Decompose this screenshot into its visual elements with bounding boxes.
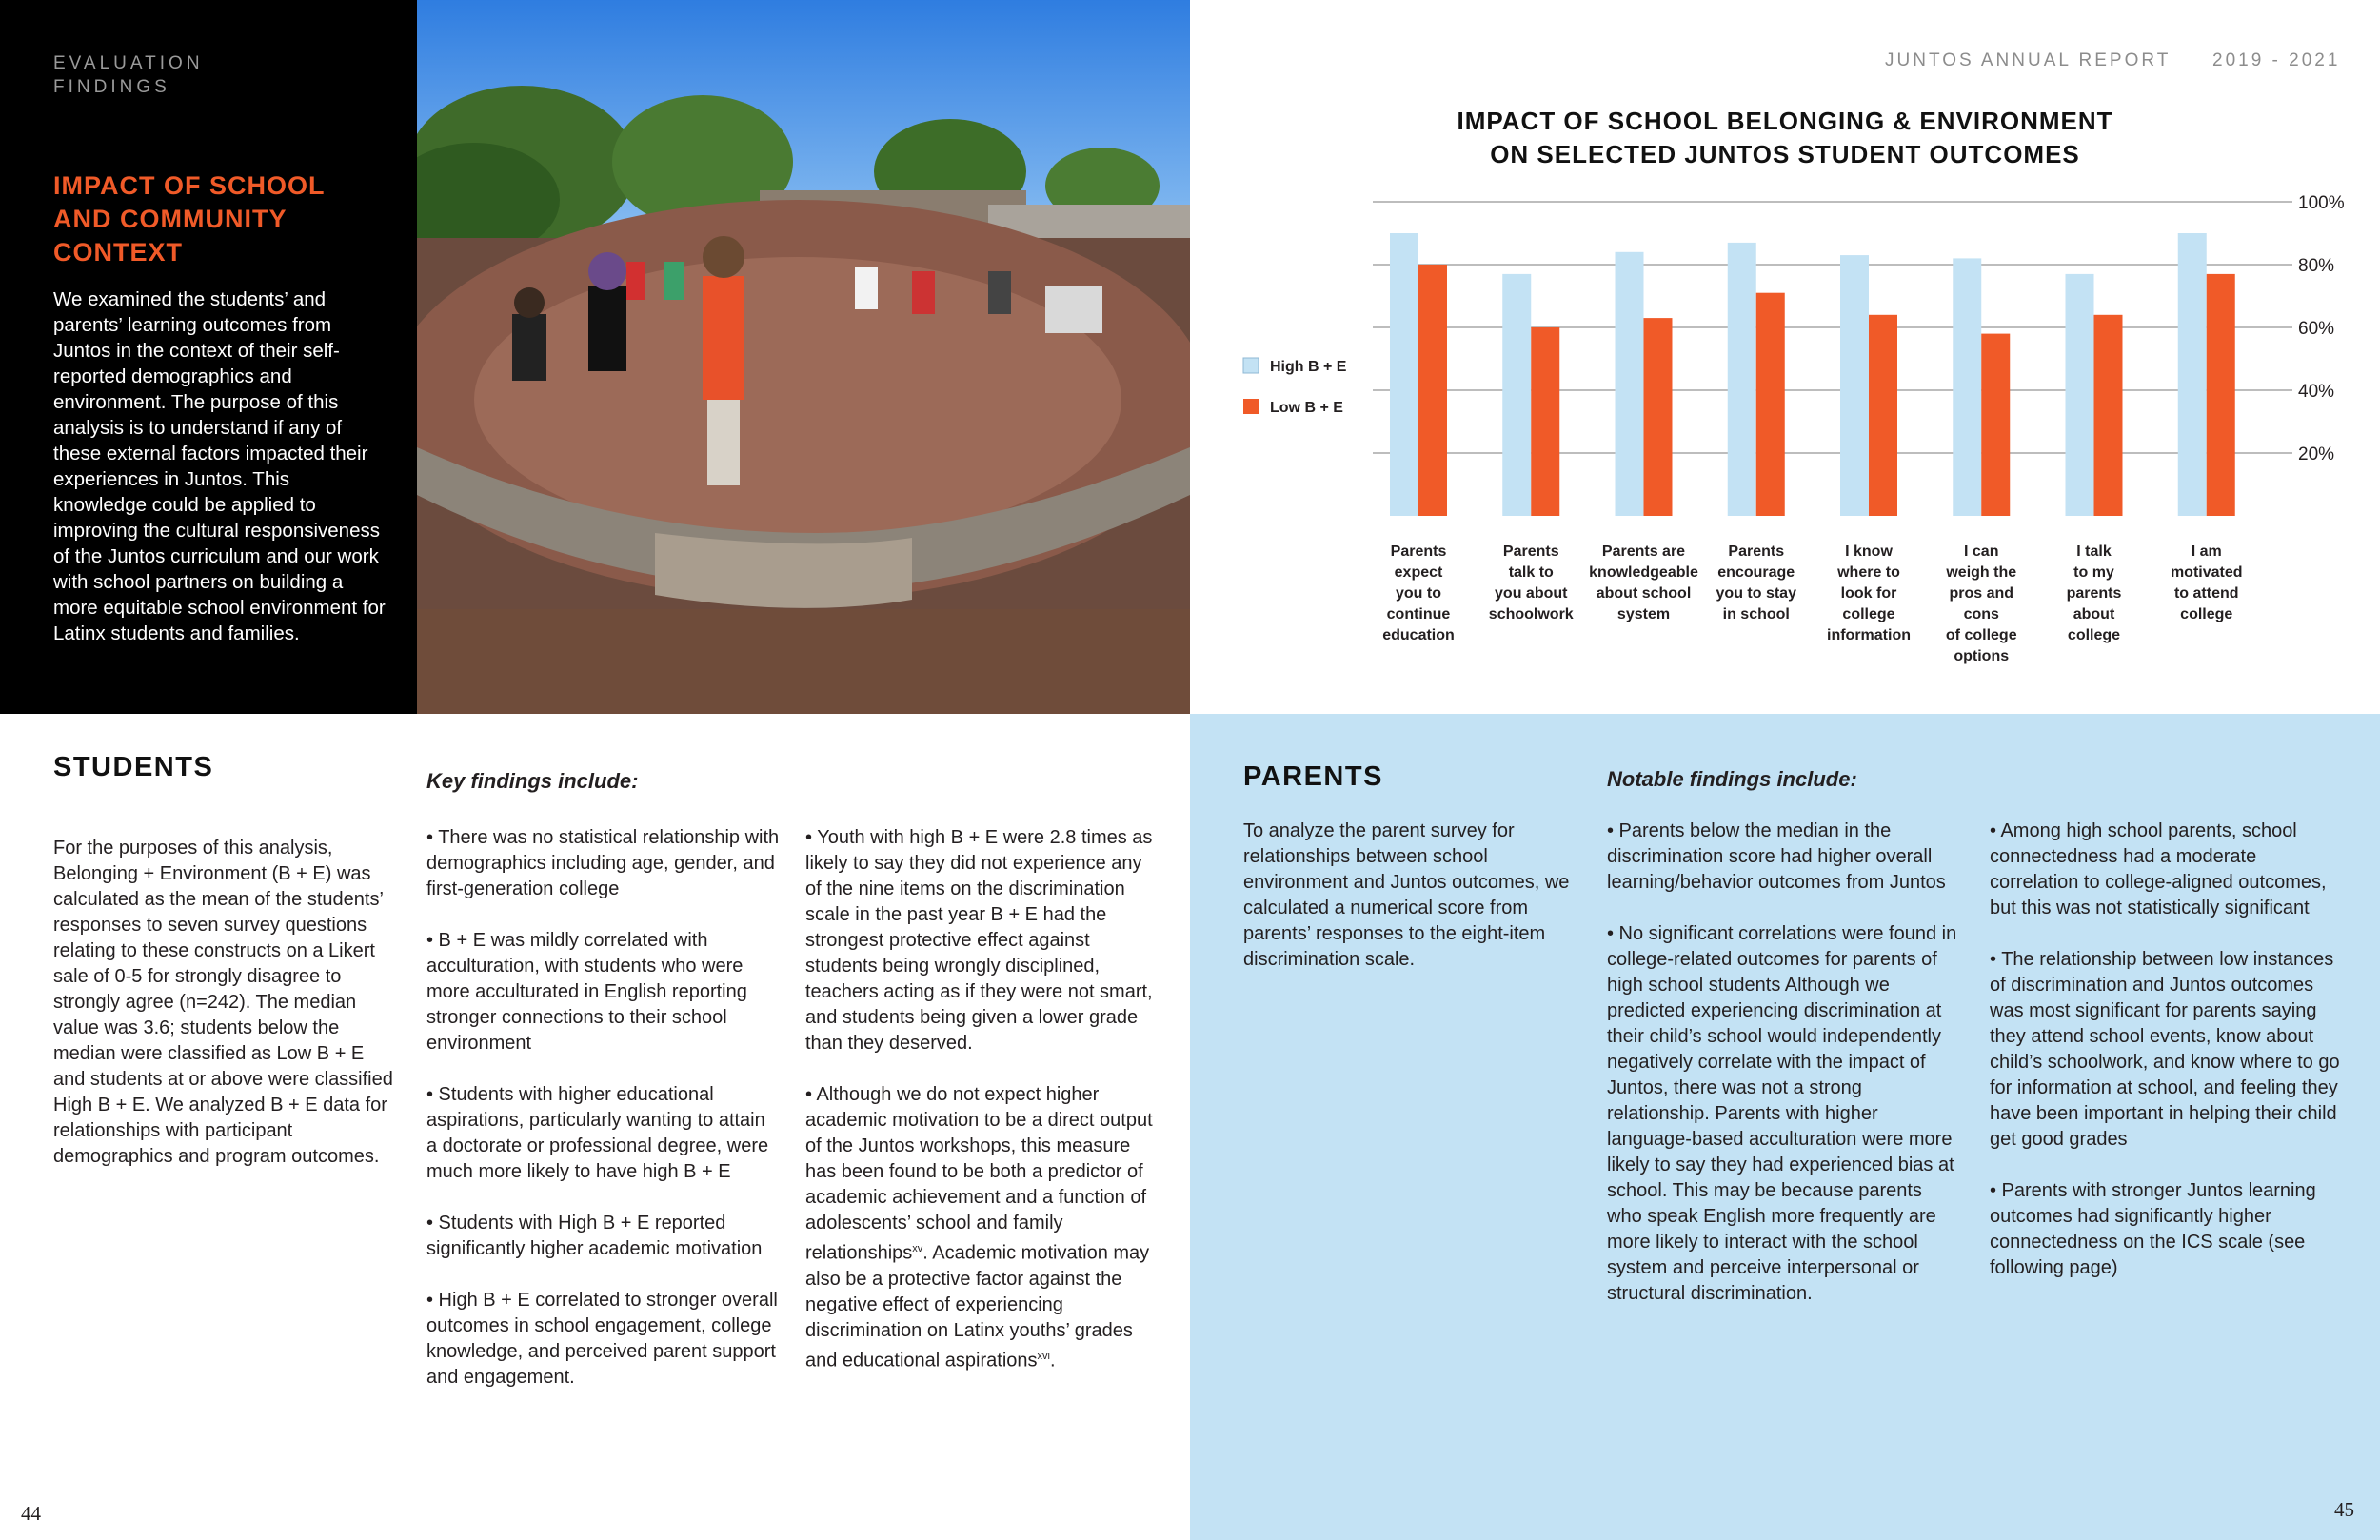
category-label-line: knowledgeable [1589,564,1698,581]
y-tick-label: 20% [2298,444,2335,464]
bar-high-be [1728,243,1756,516]
parents-findings-col1 [1607,819,1959,1333]
finding-text: • Although we do not expect higher academic motivation to be a direct output of the Juntos workshops, this measure has been found to be both a predictor of academic achievement and a function of adolescents’ school and family relationships [805,1084,1153,1264]
students-findings-col1 [426,825,781,1416]
page-number-left: 44 [21,1502,41,1525]
category-label [1827,543,1911,643]
category-label-line: talk to [1508,564,1554,581]
category-label-line: information [1827,627,1911,643]
photo-illustration [417,0,1190,714]
students-intro: For the purposes of this analysis, Belonging + Environment (B + E) was calculated as the mean of the students’ responses to seven survey questions relating to these constructs on a Likert sale of 0-5 for strongly disagree to strongly agree (n=242). The median value was 3.6; students below the median were classified as Low B + E and students at or above were classified High B + E. We analyzed B + E data for relationships with participant demographics and program outcomes. [53,838,393,1167]
parents-finding: • Parents below the median in the discrimination score had higher overall learning/behavior outcomes from Juntos [1607,820,1946,893]
panel-intro-text: We examined the students’ and parents’ learning outcomes from Juntos in the context of their self-reported demographics and environment. The purpose of this analysis is to understand if any of these external factors impacted their experiences in Juntos. This knowledge could be applied to improving the cultural responsiveness of the Juntos curriculum and our work with school partners on building a more equitable school environment for Latinx students and families. [53,288,386,644]
bar-low-be [1981,334,2010,516]
students-findings-col2 [805,825,1160,1399]
students-finding: • High B + E correlated to stronger overall outcomes in school engagement, college knowledge, and perceived parent support and engagement. [426,1290,778,1388]
category-label-line: of college [1945,627,2017,643]
panel-title: IMPACT OF SCHOOL AND COMMUNITY CONTEXT [53,171,325,267]
students-finding: • There was no statistical relationship with demographics including age, gender, and first-generation college [426,827,780,899]
parents-intro: To analyze the parent survey for relationships between school environment and Juntos outcomes, we calculated a numerical score from parents’ responses to the eight-item discrimination scale. [1243,820,1570,970]
category-label-line: look for [1840,585,1897,602]
y-tick-label: 80% [2298,256,2335,276]
parents-findings-col2 [1990,819,2344,1307]
legend-label: Low B + E [1270,400,1343,416]
footnote-ref: xv [912,1243,923,1254]
category-label-line: encourage [1717,564,1795,581]
report-years: 2019 - 2021 [2212,50,2341,70]
students-finding: • Students with higher educational aspirations, particularly wanting to attain a doctorate or professional degree, were much more likely to have high B + E [426,1084,769,1182]
bar-low-be [1869,315,1897,516]
category-label-line: expect [1394,564,1443,581]
category-label-line: in school [1722,606,1790,622]
category-label-line: options [1954,648,2010,664]
category-label-line: Parents [1728,543,1785,560]
students-finding: • Students with High B + E reported significantly higher academic motivation [426,1213,763,1259]
category-label-line: Parents [1390,543,1447,560]
students-finding: • Youth with high B + E were 2.8 times as likely to say they did not experience any of the nine items on the discrimination scale in the past year B + E had the strongest protective effect against students being wrongly disciplined, teachers acting as if they were not smart, and students being given a lower grade than they deserved. [805,827,1153,1054]
report-title: JUNTOS ANNUAL REPORT [1885,50,2172,70]
bar-low-be [2207,274,2235,516]
category-label-line: to my [2073,564,2114,581]
category-label-line: to attend [2173,585,2239,602]
bar-high-be [1616,252,1644,516]
category-label [1716,543,1797,622]
bar-low-be [1644,318,1673,516]
category-label-line: Parents are [1601,543,1686,560]
category-label-line: you to stay [1716,585,1796,602]
bar-high-be [1390,233,1418,516]
chart-title [1380,105,2190,171]
bar-low-be [1418,265,1447,516]
bar-high-be [2178,233,2207,516]
category-label-line: weigh the [1946,564,2017,581]
students-finding: • B + E was mildly correlated with acculturation, with students who were more acculturated in English reporting stronger connections to their school environment [426,930,747,1054]
category-label-line: college [2067,627,2121,643]
bar-low-be [2094,315,2123,516]
bar-high-be [1840,255,1869,516]
category-label-line: schoolwork [1488,606,1574,622]
bar-high-be [1953,258,1981,516]
category-label-line: you about [1495,585,1568,602]
category-label [1945,543,2016,664]
category-label-line: system [1616,606,1671,622]
bar-high-be [1502,274,1531,516]
category-label [2171,543,2243,622]
y-tick-label: 60% [2298,319,2335,339]
parents-finding: • The relationship between low instances of discrimination and Juntos outcomes was most significant for parents saying they attend school events, know about child’s schoolwork, and know where to go for information at school, and feeling they have been important in helping their child get good grades [1990,949,2340,1150]
category-label-line: pros and [1949,585,2014,602]
parents-finding: • Parents with stronger Juntos learning outcomes had significantly higher connectedness on the ICS scale (see following page) [1990,1180,2316,1278]
footnote-ref: xvi [1037,1350,1050,1362]
bar-low-be [1531,327,1559,516]
legend-label: High B + E [1270,359,1347,375]
students-findings-heading: Key findings include: [426,769,639,793]
category-label [1489,543,1574,622]
bar-high-be [2066,274,2094,516]
category-label [2067,543,2122,643]
y-tick-label: 100% [2298,193,2345,213]
category-label [1589,543,1698,622]
category-label-line: I talk [2076,543,2112,560]
finding-text: . [1049,1350,1056,1372]
category-label-line: continue [1386,606,1451,622]
chart-title-line-1: IMPACT OF SCHOOL BELONGING & ENVIRONMENT [1457,107,2113,135]
category-label [1382,543,1455,643]
legend-swatch [1243,358,1259,373]
category-label-line: I can [1964,543,1999,560]
category-label-line: you to [1396,585,1441,602]
category-label-line: cons [1963,606,1999,622]
category-label-line: college [1842,606,1895,622]
parents-findings-heading: Notable findings include: [1607,767,1857,791]
bar-low-be [1756,293,1785,516]
category-label-line: about [2073,606,2115,622]
parents-finding: • Among high school parents, school connectedness had a moderate correlation to college-aligned outcomes, but this was not statistically significant [1990,820,2327,918]
category-label-line: college [2180,606,2233,622]
category-label-line: Parents [1502,543,1559,560]
parents-heading: PARENTS [1243,761,1383,792]
bar-chart [1219,181,2361,695]
students-circle-photo [417,0,1190,714]
category-label-line: motivated [2170,564,2243,581]
legend-swatch [1243,399,1259,414]
chart-title-line-2: ON SELECTED JUNTOS STUDENT OUTCOMES [1490,140,2080,168]
section-label: EVALUATION FINDINGS [53,53,204,97]
category-label-line: where to [1837,564,1900,581]
parents-finding: • No significant correlations were found in college-related outcomes for parents of high school students Although we predicted experiencing discrimination at their child’s school would independently negatively correlate with the impact of Juntos, there was not a strong relationship. Parents with higher language-based acculturation were more likely to say they had experienced bias at school. This may be because parents who speak English more frequently are more likely to interact with the school system and perceive interpersonal or structural discrimination. [1607,923,1957,1304]
category-label-line: I am [2191,543,2222,560]
finding-text: . Academic motivation may also be a protective factor against the negative effect of experiencing discrimination on Latinx youths’ grades and educational aspirations [805,1242,1150,1372]
category-label-line: parents [2066,585,2122,602]
y-tick-label: 40% [2298,382,2335,402]
students-heading: STUDENTS [53,752,214,782]
category-label-line: I know [1845,543,1893,560]
category-label-line: education [1382,627,1455,643]
students-finding [805,1082,1160,1373]
page-number-right: 45 [2334,1498,2354,1521]
category-label-line: about school [1596,585,1692,602]
